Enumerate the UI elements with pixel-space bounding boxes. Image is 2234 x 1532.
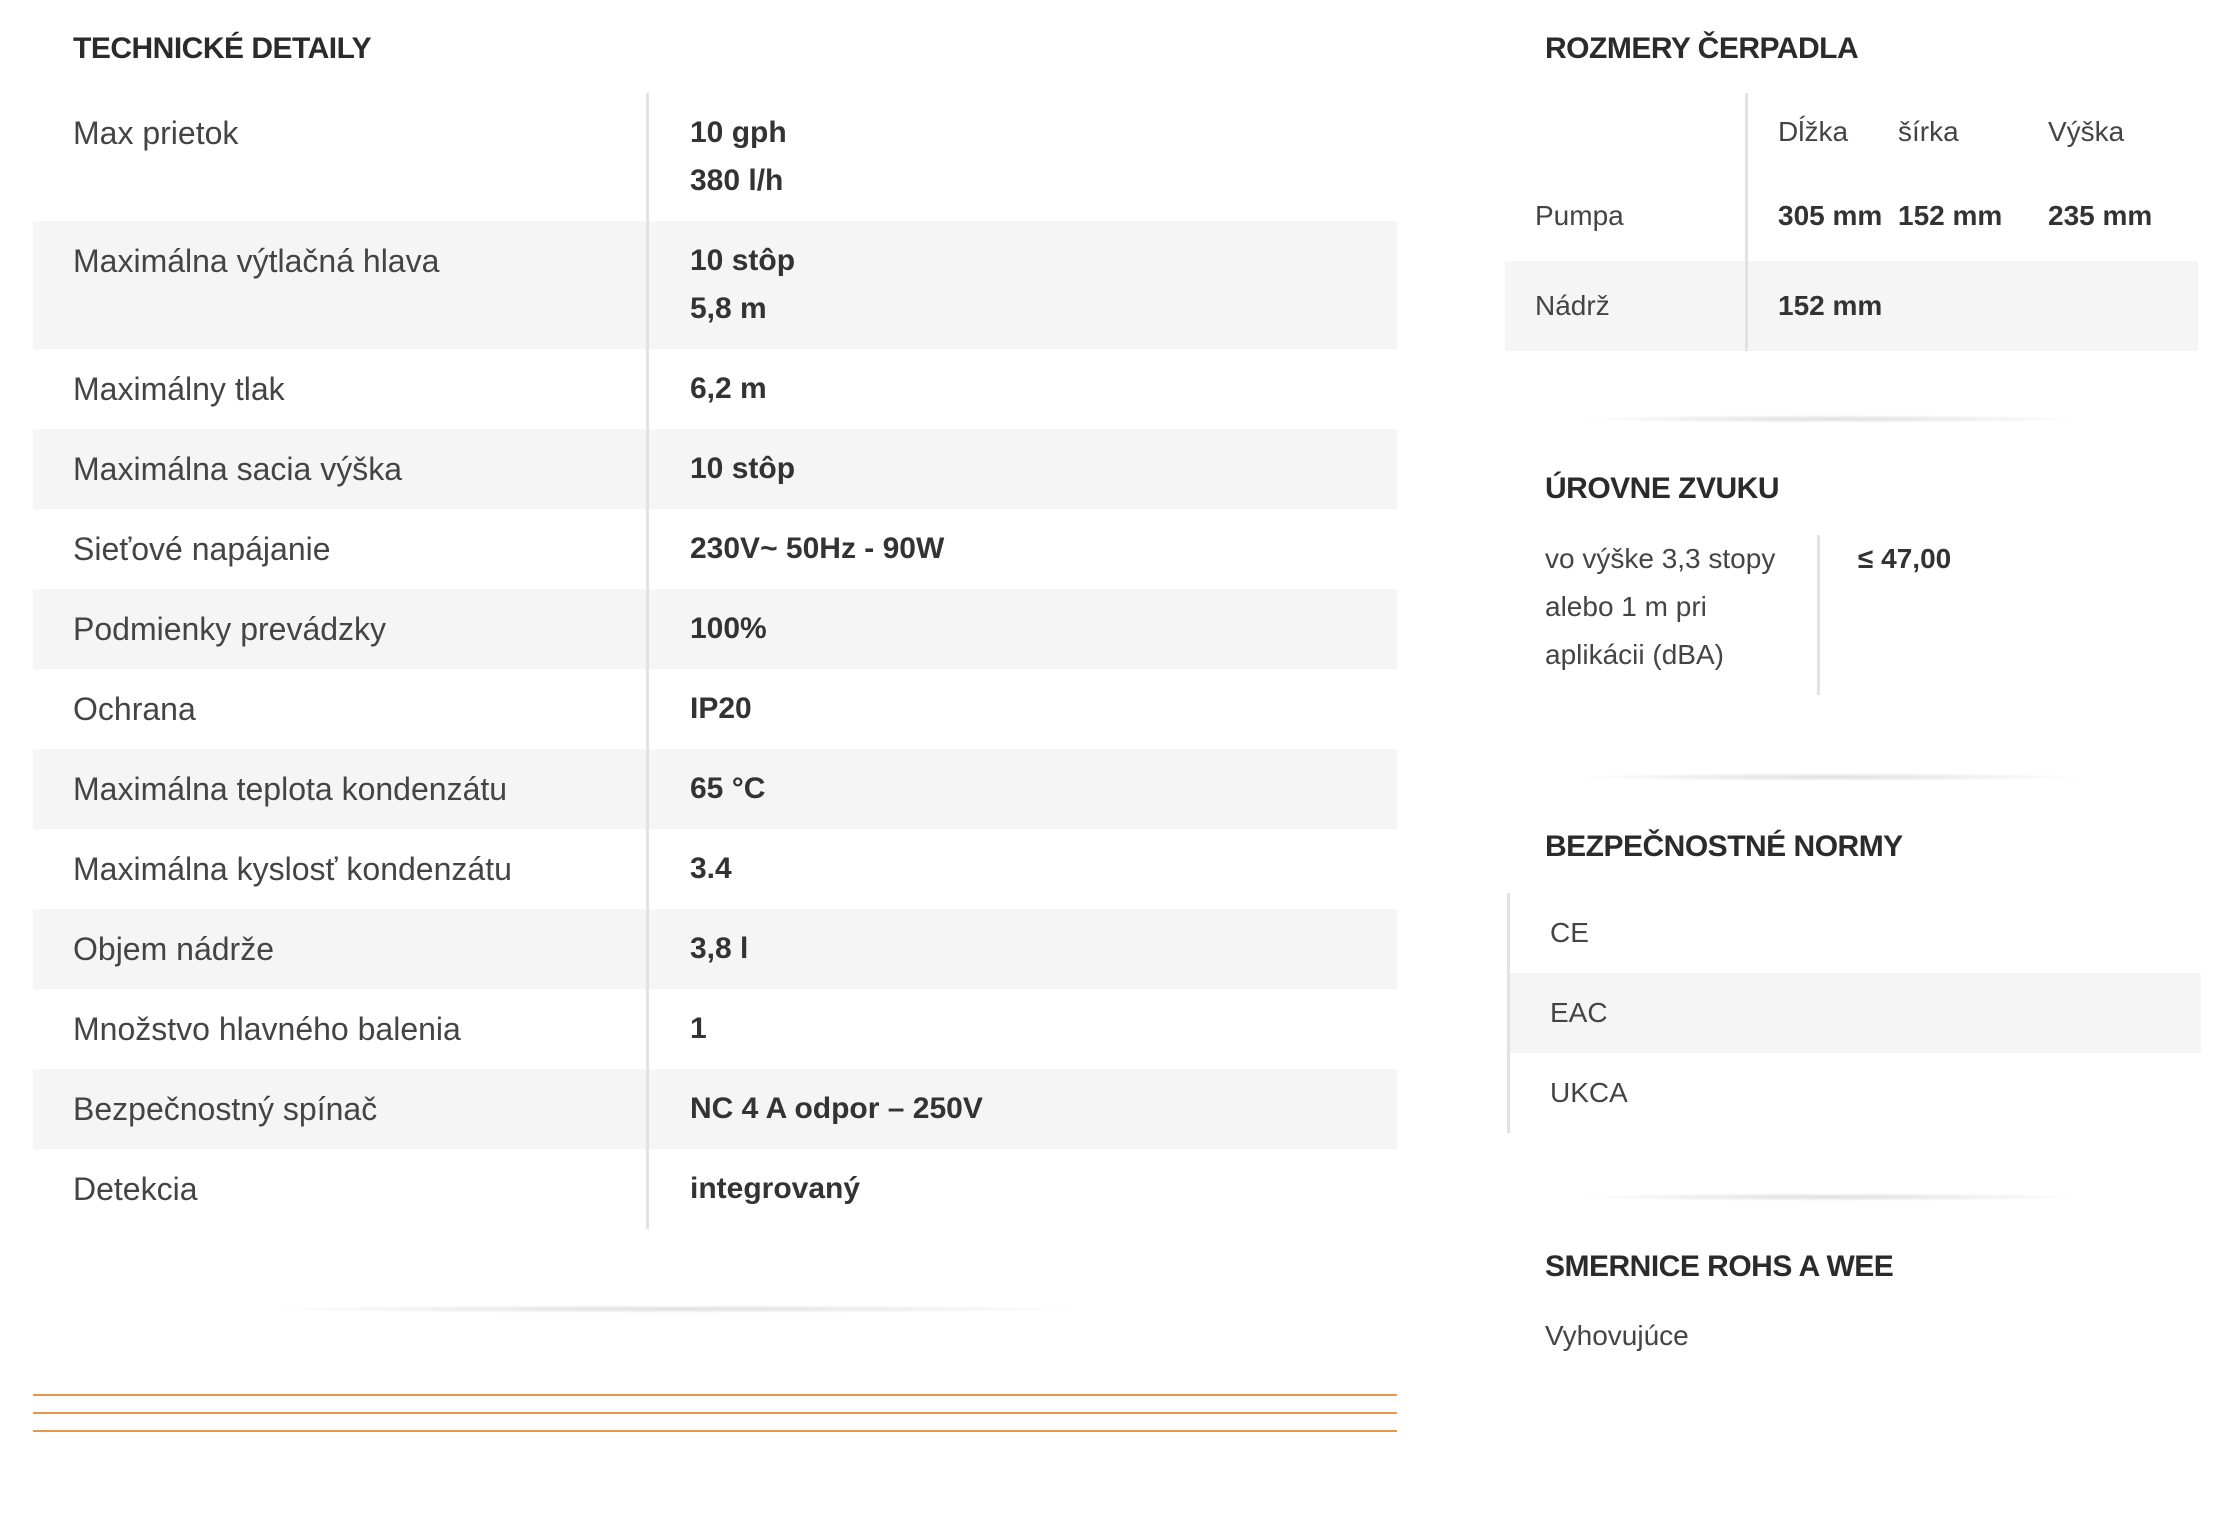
spec-label: Sieťové napájanie [33, 509, 649, 589]
spec-label: Podmienky prevádzky [33, 589, 649, 669]
spec-value [649, 509, 1397, 589]
spec-value [649, 909, 1397, 989]
spec-value-line: 10 gph [690, 116, 787, 149]
safety-norms-heading: BEZPEČNOSTNÉ NORMY [1545, 830, 1903, 863]
spec-row [33, 1069, 1397, 1149]
spec-label: Ochrana [33, 669, 649, 749]
norm-item-eac: EAC [1510, 973, 2201, 1053]
spec-label: Maximálna sacia výška [33, 429, 649, 509]
spec-label: Množstvo hlavného balenia [33, 989, 649, 1069]
spec-value-line: 230V~ 50Hz - 90W [690, 532, 945, 565]
dimensions-corner-cell [1505, 93, 1748, 171]
spec-label: Bezpečnostný spínač [33, 1069, 649, 1149]
spec-label: Objem nádrže [33, 909, 649, 989]
section-divider-shadow [263, 1305, 1083, 1313]
row-label-tank: Nádrž [1505, 261, 1748, 351]
spec-value [649, 749, 1397, 829]
column-height: Výška [2048, 116, 2125, 147]
row-label-pump: Pumpa [1505, 171, 1748, 261]
technical-details-table [33, 93, 1397, 1229]
safety-norms-list [1507, 893, 2201, 1133]
rohs-compliance-value: Vyhovujúce [1545, 1320, 1689, 1351]
accent-line-2 [33, 1412, 1397, 1414]
spec-value [649, 589, 1397, 669]
sound-levels-row [1545, 535, 2195, 695]
section-divider-shadow [1580, 415, 2080, 423]
spec-value [649, 669, 1397, 749]
spec-value-line: 65 °C [690, 772, 766, 805]
spec-value-line: IP20 [690, 692, 752, 725]
spec-label: Maximálna výtlačná hlava [33, 221, 649, 349]
spec-label: Maximálna kyslosť kondenzátu [33, 829, 649, 909]
dimensions-row-pump [1505, 171, 2198, 261]
spec-value [649, 989, 1397, 1069]
spec-value [649, 829, 1397, 909]
spec-label: Max prietok [33, 93, 649, 221]
spec-value-line: integrovaný [690, 1172, 861, 1205]
spec-row [33, 989, 1397, 1069]
pump-width: 152 mm [1898, 200, 2003, 231]
spec-row [33, 669, 1397, 749]
spec-row [33, 509, 1397, 589]
spec-label: Maximálny tlak [33, 349, 649, 429]
spec-label: Detekcia [33, 1149, 649, 1229]
spec-row [33, 349, 1397, 429]
spec-value-line: 1 [690, 1012, 707, 1045]
section-divider-shadow [1580, 773, 2080, 781]
accent-line-1 [33, 1394, 1397, 1396]
column-width: šírka [1898, 116, 1959, 147]
spec-row [33, 221, 1397, 349]
pump-length: 305 mm [1778, 200, 1883, 231]
spec-value-line: 380 l/h [690, 164, 784, 197]
spec-value [649, 429, 1397, 509]
spec-value-line: 10 stôp [690, 244, 796, 277]
norm-item-ukca: UKCA [1550, 1077, 1628, 1108]
spec-value-line: 3,8 l [690, 932, 749, 965]
dimensions-header-row [1505, 93, 2198, 171]
spec-row [33, 909, 1397, 989]
pump-height: 235 mm [2048, 200, 2153, 231]
spec-value [649, 93, 1397, 221]
sound-measurement-label: vo výške 3,3 stopy alebo 1 m pri aplikácii (dBA) [1545, 535, 1820, 695]
spec-value [649, 1149, 1397, 1229]
spec-row [33, 749, 1397, 829]
rohs-weee-heading: SMERNICE ROHS A WEE [1545, 1250, 1894, 1283]
pump-dimensions-table [1505, 93, 2198, 351]
spec-value-line: 10 stôp [690, 452, 796, 485]
spec-value-line: 6,2 m [690, 372, 767, 405]
sound-levels-heading: ÚROVNE ZVUKU [1545, 472, 1780, 505]
spec-value-line: 3.4 [690, 852, 732, 885]
spec-row [33, 93, 1397, 221]
spec-value [649, 221, 1397, 349]
spec-value-line: NC 4 A odpor – 250V [690, 1092, 983, 1125]
pump-dimensions-heading: ROZMERY ČERPADLA [1545, 32, 1859, 65]
tank-length: 152 mm [1778, 290, 1883, 321]
spec-row [33, 589, 1397, 669]
spec-value-line: 100% [690, 612, 767, 645]
sound-level-value: ≤ 47,00 [1858, 543, 1952, 574]
section-divider-shadow [1580, 1193, 2080, 1201]
dimensions-row-tank [1505, 261, 2198, 351]
spec-value [649, 1069, 1397, 1149]
norm-item-ce: CE [1550, 917, 1589, 948]
spec-label: Maximálna teplota kondenzátu [33, 749, 649, 829]
spec-value [649, 349, 1397, 429]
spec-row [33, 1149, 1397, 1229]
spec-row [33, 429, 1397, 509]
technical-details-heading: TECHNICKÉ DETAILY [73, 32, 372, 65]
spec-row [33, 829, 1397, 909]
column-length: Dĺžka [1778, 116, 1849, 147]
spec-value-line: 5,8 m [690, 292, 767, 325]
accent-line-3 [33, 1430, 1397, 1432]
